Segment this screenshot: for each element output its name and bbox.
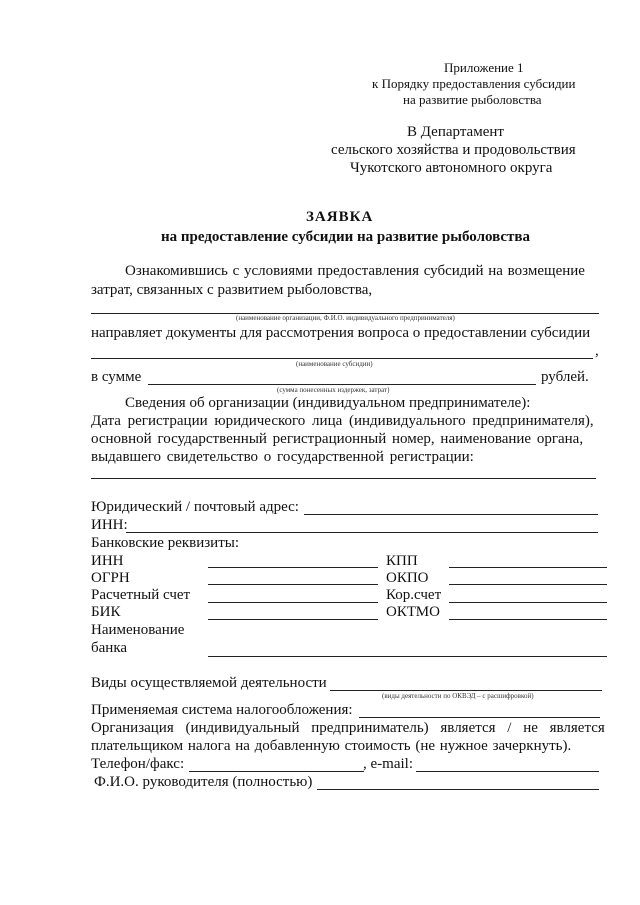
appendix-line-1: Приложение 1 [444,60,524,75]
email-field[interactable] [416,771,599,772]
tax-system-field[interactable] [359,717,600,718]
head-name-field[interactable] [317,789,599,790]
sum-hint: (сумма понесенных издержек, затрат) [277,386,390,394]
bank-name-label-1: Наименование [91,622,185,638]
vat-line-2: плательщиком налога на добавленную стоимость (не нужное зачеркнуть). [91,738,572,754]
sum-field[interactable] [148,384,536,385]
vat-line-1: Организация (индивидуальный предприниматель) является / не является [91,720,605,736]
addressee-line-1: В Департамент [407,124,504,140]
subsidy-name-hint: (наименование субсидии) [296,360,373,368]
phone-label: Телефон/факс: [91,756,185,772]
legal-address-label: Юридический / почтовый адрес: [91,499,299,515]
bank-inn-field[interactable] [208,567,378,568]
addressee-line-2: сельского хозяйства и продовольствия [331,142,576,158]
bank-heading: Банковские реквизиты: [91,535,240,551]
org-name-hint: (наименование организации, Ф.И.О. индивидуального предпринимателя) [236,314,455,322]
intro-line-2: затрат, связанных с развитием рыболовства, [91,282,373,298]
ogrn-label: ОГРН [91,570,130,586]
ogrn-field[interactable] [208,584,378,585]
activity-field[interactable] [330,690,602,691]
corr-account-field[interactable] [449,602,607,603]
head-name-label: Ф.И.О. руководителя (полностью) [94,774,313,790]
registration-info-field[interactable] [91,478,596,479]
appendix-line-3: на развитие рыболовства [403,92,542,107]
addressee-line-3: Чукотского автономного округа [350,160,553,176]
bank-name-label-2: банка [91,640,128,656]
activity-label: Виды осуществляемой деятельности [91,675,327,691]
tax-system-label: Применяемая система налогообложения: [91,702,353,718]
account-field[interactable] [208,602,378,603]
legal-address-field[interactable] [304,514,598,515]
intro-line-1: Ознакомившись с условиями предоставления субсидий на возмещение [125,263,585,279]
bank-name-field[interactable] [208,656,607,657]
org-info-line-1: Дата регистрации юридического лица (индивидуального предпринимателя), [91,413,594,429]
document-title: ЗАЯВКА [306,209,374,225]
okpo-field[interactable] [449,584,607,585]
bank-inn-label: ИНН [91,553,124,569]
phone-field[interactable] [189,771,364,772]
bik-label: БИК [91,604,121,620]
inn-label: ИНН: [91,517,128,533]
oktmo-field[interactable] [449,619,607,620]
kpp-field[interactable] [449,567,607,568]
email-label: , e-mail: [363,756,413,772]
subsidy-comma: , [595,343,599,359]
okpo-label: ОКПО [386,570,429,586]
bik-field[interactable] [208,619,378,620]
sum-label: в сумме [91,369,142,385]
intro-line-3: направляет документы для рассмотрения вопроса о предоставлении субсидии [91,325,591,341]
org-info-line-2: основной государственный регистрационный номер, наименование органа, [91,431,584,447]
org-info-heading: Сведения об организации (индивидуальном предпринимателе): [125,395,531,411]
org-info-line-3: выдавшего свидетельство о государственной регистрации: [91,449,474,465]
kpp-label: КПП [386,553,418,569]
sum-unit: рублей. [541,369,589,385]
oktmo-label: ОКТМО [386,604,440,620]
appendix-line-2: к Порядку предоставления субсидии [372,76,576,91]
subsidy-name-field[interactable] [91,358,593,359]
corr-account-label: Кор.счет [386,587,442,603]
document-subtitle: на предоставление субсидии на развитие рыболовства [161,229,531,245]
activity-hint: (виды деятельности по ОКВЭД – с расшифровкой) [382,692,534,700]
account-label: Расчетный счет [91,587,191,603]
inn-field[interactable] [126,532,598,533]
